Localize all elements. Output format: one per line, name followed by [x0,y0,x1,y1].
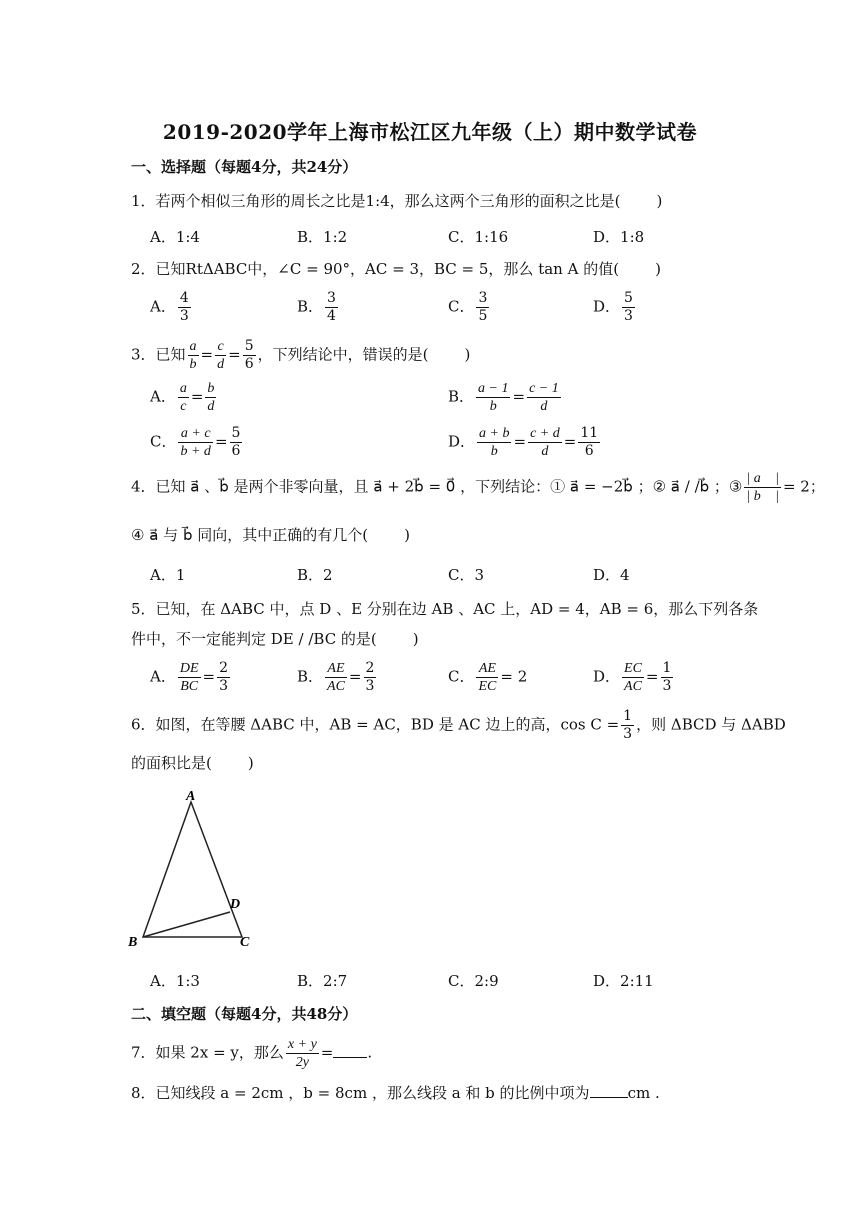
label-c: C [240,935,250,950]
question-1 [131,190,662,211]
q2-option-c: C． $\frac{3}{5}$ [448,290,488,324]
question-2-close: ) [655,260,661,278]
q5-option-c: C． $\frac{AE}{EC}$ = 2 [448,661,528,694]
label-a: A [186,789,196,804]
question-1-close: ) [656,192,663,210]
question-5-line-2: 件中，不一定能判定 DE / /BC 的是( ) [131,630,419,648]
label-d: D [230,897,241,912]
q2-option-a: A． $\frac{4}{3}$ [150,290,189,324]
q1-option-a: A．1:4 [150,228,200,246]
q6-option-d: D．2:11 [593,972,654,990]
q4-option-d: D．4 [593,566,630,584]
answer-blank-7[interactable] [333,1057,367,1058]
q2-option-d: D． $\frac{5}{3}$ [593,290,633,324]
q3-option-d: D． $\frac{a + b}{b}$ = $\frac{c + d}{d}$ = $\frac{11}{6}$ [448,425,599,459]
question-5-line-1: 5．已知，在 ΔABC 中，点 D 、E 分别在边 AB 、AC 上，AD = 4，AB = 6，那么下列各条 [131,600,759,618]
page-title: 2019-2020学年上海市松江区九年级（上）期中数学试卷 [162,120,698,144]
q5-option-a: A． $\frac{DE}{BC}$ = $\frac{2}{3}$ [150,660,229,694]
question-1-stem: 1．若两个相似三角形的周长之比是1:4，那么这两个三角形的面积之比是( [131,192,621,210]
q6-option-b: B．2:7 [297,972,348,990]
question-8: 8．已知线段 a = 2cm ，b = 8cm ，那么线段 a 和 b 的比例中项为 cm . [131,1084,660,1102]
answer-blank-8[interactable] [590,1097,628,1098]
question-4-line-2: ④ a⃗ 与 b⃗ 同向，其中正确的有几个( ) [131,526,410,544]
triangle-figure [122,784,272,954]
question-4-line-1: 4．已知 a⃗ 、b⃗ 是两个非零向量，且 a⃗ + 2b⃗ = 0⃗ ，下列结论：① a⃗ = −2b⃗ ；② a⃗ / /b⃗ ；③ $\frac{| a⃗ |}{| b⃗ |}$ = 2； [131,471,825,504]
q4-option-a: A．1 [150,566,186,584]
label-b: B [128,935,138,950]
q1-option-d: D．1:8 [593,228,645,246]
question-6-line-1: 6．如图，在等腰 ΔABC 中，AB = AC，BD 是 AC 边上的高，cos C = $\frac{1}{3}$ ，则 ΔBCD 与 ΔABD [131,708,786,742]
q4-option-b: B．2 [297,566,333,584]
question-2-stem: 2．已知RtΔABC中，∠C = 90°，AC = 3，BC = 5，那么 tan A 的值( [131,260,620,278]
q2-option-b: B． $\frac{3}{4}$ [297,290,336,324]
triangle-abc [143,802,242,937]
section-heading-fill: 二、填空题（每题4分，共48分） [131,1005,358,1023]
section-heading-choice: 一、选择题（每题4分，共24分） [131,158,358,176]
question-6-line-2: 的面积比是( ) [131,754,254,772]
q5-option-b: B． $\frac{AE}{AC}$ = $\frac{2}{3}$ [297,660,375,694]
q1-option-b: B．1:2 [297,228,348,246]
q3-option-a: A． $\frac{a}{c}$ = $\frac{b}{d}$ [150,381,215,414]
q5-option-d: D． $\frac{EC}{AC}$ = $\frac{1}{3}$ [593,660,672,694]
question-7: 7．如果 2x = y，那么 $\frac{x + y}{2y}$ = . [131,1037,373,1070]
q6-option-c: C．2:9 [448,972,499,990]
altitude-bd [143,912,230,937]
question-3: 3．已知 $\frac{a}{b}$ = $\frac{c}{d}$ = $\frac{5}{6}$ ，下列结论中，错误的是( ) [131,338,471,372]
q4-option-c: C．3 [448,566,485,584]
q1-option-c: C．1:16 [448,228,509,246]
q3-option-c: C． $\frac{a + c}{b + d}$ = $\frac{5}{6}$ [150,425,241,459]
question-2 [131,258,661,279]
q3-option-b: B． $\frac{a - 1}{b}$ = $\frac{c - 1}{d}$ [448,381,559,414]
q6-option-a: A．1:3 [150,972,200,990]
